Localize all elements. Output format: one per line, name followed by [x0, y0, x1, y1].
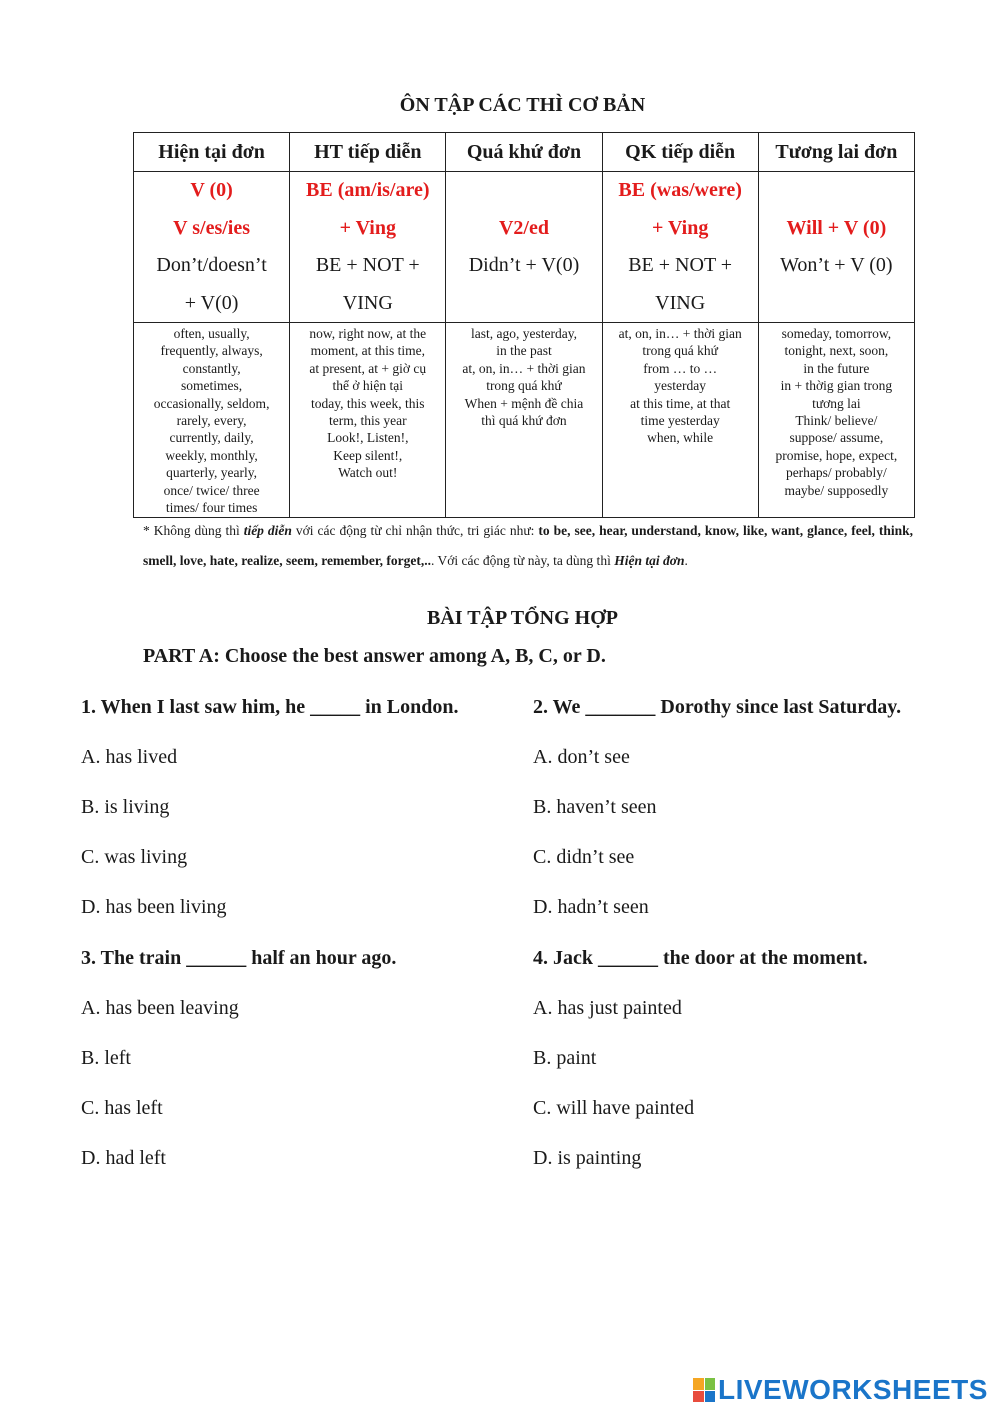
- form-negative: BE + NOT +: [628, 254, 733, 276]
- form-affirmative: V (0): [190, 179, 233, 201]
- answer-option[interactable]: B. paint: [533, 1047, 597, 1069]
- question-block: [533, 695, 993, 945]
- note-emphasis: Hiện tại đơn: [614, 553, 685, 568]
- signal-word-line: now, right now, at the: [309, 326, 427, 341]
- question-stem: 2. We _______ Dorothy since last Saturday.: [533, 696, 902, 718]
- form-negative: VING: [342, 291, 393, 314]
- exercise-title: BÀI TẬP TỔNG HỢP: [427, 607, 618, 629]
- signal-cell: [446, 323, 602, 518]
- signal-word-line: time yesterday: [640, 413, 720, 429]
- logo-square-icon: [705, 1391, 716, 1403]
- form-cell: [446, 172, 602, 323]
- signal-word-line: When + mệnh đề chia: [464, 395, 584, 411]
- form-negative: Won’t + V (0): [780, 254, 893, 276]
- signal-word-line: quarterly, yearly,: [166, 465, 258, 481]
- signal-word-line: rarely, every,: [176, 413, 247, 429]
- usage-note: [143, 516, 913, 576]
- form-negative: Don’t/doesn’t: [156, 254, 267, 276]
- signal-word-line: when, while: [647, 430, 714, 446]
- signal-word-line: at present, at + giờ cụ: [309, 360, 427, 376]
- signal-cell: [290, 323, 446, 518]
- header-present-continuous: HT tiếp diễn: [290, 133, 446, 172]
- signal-word-line: maybe/ supposedly: [784, 482, 889, 498]
- signal-word-line: frequently, always,: [160, 343, 263, 359]
- signal-word-line: constantly,: [182, 360, 241, 376]
- form-affirmative: + Ving: [651, 216, 709, 239]
- signal-word-line: moment, at this time,: [310, 343, 425, 359]
- answer-option[interactable]: D. is painting: [533, 1147, 642, 1169]
- signal-word-line: perhaps/ probably/: [785, 465, 887, 481]
- form-negative: [446, 285, 601, 323]
- form-cell: [290, 172, 446, 323]
- form-cell: [758, 172, 914, 323]
- form-affirmative: Will + V (0): [786, 216, 887, 239]
- answer-option[interactable]: C. was living: [81, 846, 188, 868]
- signal-cell: [134, 323, 290, 518]
- answer-option[interactable]: A. has just painted: [533, 997, 682, 1019]
- answer-option[interactable]: B. haven’t seen: [533, 796, 657, 818]
- signal-cell: [758, 323, 914, 518]
- signal-word-line: once/ twice/ three: [163, 482, 260, 498]
- signal-cell: [602, 323, 758, 518]
- form-affirmative: + Ving: [339, 216, 396, 239]
- liveworksheets-logo-icon: [693, 1378, 715, 1402]
- page-title: ÔN TẬP CÁC THÌ CƠ BẢN: [399, 94, 646, 116]
- answer-option[interactable]: D. had left: [81, 1147, 166, 1169]
- signal-word-line: at this time, at that: [630, 395, 731, 411]
- signal-word-line: weekly, monthly,: [165, 447, 258, 463]
- form-affirmative: V2/ed: [498, 216, 549, 239]
- form-affirmative: BE (was/were): [618, 179, 742, 201]
- header-present-simple: Hiện tại đơn: [134, 133, 290, 172]
- signal-word-line: times/ four times: [165, 500, 258, 516]
- signal-word-line: from … to …: [643, 360, 718, 376]
- answer-option[interactable]: A. don’t see: [533, 746, 630, 768]
- form-negative: BE + NOT +: [315, 254, 420, 276]
- form-affirmative: V s/es/ies: [173, 216, 251, 239]
- header-past-continuous: QK tiếp diễn: [602, 133, 758, 172]
- signal-word-line: yesterday: [654, 378, 707, 394]
- form-affirmative: [446, 172, 601, 210]
- form-negative: Didn’t + V(0): [468, 254, 580, 276]
- signal-word-line: often, usually,: [173, 326, 250, 341]
- signal-word-line: trong quá khứ: [486, 378, 562, 394]
- signal-word-line: thì quá khứ đơn: [481, 413, 567, 429]
- signal-word-line: currently, daily,: [169, 430, 254, 446]
- logo-square-icon: [693, 1391, 704, 1403]
- question-stem: 3. The train ______ half an hour ago.: [81, 947, 397, 969]
- note-verb-list: to be, see, hear, understand, know, like, want, glance, feel, think, smell, love, hate, realize, seem, remember, forget,..: [143, 523, 913, 568]
- table-form-row: [134, 172, 915, 323]
- signal-word-line: thể ở hiện tại: [332, 378, 404, 394]
- logo-square-icon: [693, 1378, 704, 1390]
- signal-word-line: Keep silent!,: [333, 447, 403, 463]
- answer-option[interactable]: D. has been living: [81, 896, 227, 918]
- note-text: .: [684, 553, 688, 568]
- question-block: [81, 695, 541, 945]
- liveworksheets-logo[interactable]: [693, 1375, 988, 1405]
- answer-option[interactable]: B. is living: [81, 796, 170, 818]
- signal-word-line: trong quá khứ: [642, 343, 718, 359]
- note-text: * Không dùng thì: [143, 523, 244, 538]
- signal-word-line: Look!, Listen!,: [327, 430, 409, 446]
- form-affirmative: BE (am/is/are): [306, 179, 430, 201]
- signal-word-line: last, ago, yesterday,: [470, 326, 577, 341]
- signal-word-line: Think/ believe/: [795, 413, 878, 429]
- tense-summary-table: [133, 132, 915, 518]
- signal-word-line: at, on, in… + thời gian: [462, 360, 586, 376]
- header-future-simple: Tương lai đơn: [758, 133, 914, 172]
- signal-word-line: sometimes,: [181, 378, 243, 394]
- signal-word-line: promise, hope, expect,: [775, 447, 898, 463]
- form-negative: + V(0): [184, 291, 239, 314]
- signal-word-line: at, on, in… + thời gian: [618, 326, 742, 341]
- signal-word-line: occasionally, seldom,: [153, 395, 270, 411]
- answer-option[interactable]: A. has been leaving: [81, 997, 239, 1019]
- form-negative: [759, 285, 914, 323]
- form-negative: VING: [655, 291, 706, 314]
- logo-text: LIVEWORKSHEETS: [718, 1374, 988, 1405]
- form-cell: [602, 172, 758, 323]
- answer-option[interactable]: C. has left: [81, 1097, 163, 1119]
- note-emphasis: tiếp diễn: [243, 523, 292, 538]
- table-header-row: [134, 133, 915, 172]
- answer-option[interactable]: C. didn’t see: [533, 846, 635, 868]
- form-affirmative: [759, 172, 914, 210]
- answer-option[interactable]: A. has lived: [81, 746, 178, 768]
- question-stem: 1. When I last saw him, he _____ in London.: [81, 696, 459, 718]
- signal-word-line: someday, tomorrow,: [781, 326, 892, 341]
- signal-word-line: in the past: [496, 343, 552, 359]
- question-stem: 4. Jack ______ the door at the moment.: [533, 947, 868, 969]
- answer-option[interactable]: D. hadn’t seen: [533, 896, 649, 918]
- signal-word-line: in + thờig gian trong: [780, 378, 893, 394]
- signal-word-line: tonight, next, soon,: [784, 343, 889, 359]
- answer-option[interactable]: B. left: [81, 1047, 131, 1069]
- table-signal-row: [134, 323, 915, 518]
- signal-word-line: tương lai: [812, 395, 861, 411]
- part-instruction: PART A: Choose the best answer among A, B, C, or D.: [143, 645, 606, 667]
- signal-word-line: in the future: [803, 360, 870, 376]
- header-past-simple: Quá khứ đơn: [446, 133, 602, 172]
- question-block: [533, 946, 993, 1196]
- form-cell: [134, 172, 290, 323]
- signal-word-line: today, this week, this: [311, 395, 425, 411]
- answer-option[interactable]: C. will have painted: [533, 1097, 695, 1119]
- note-text: . Với các động từ này, ta dùng thì: [431, 553, 615, 568]
- note-text: với các động từ chỉ nhận thức, tri giác như:: [291, 523, 539, 538]
- signal-word-line: term, this year: [328, 413, 407, 429]
- signal-word-line: suppose/ assume,: [789, 430, 884, 446]
- logo-square-icon: [705, 1378, 716, 1390]
- question-block: [81, 946, 541, 1196]
- signal-word-line: Watch out!: [338, 465, 398, 481]
